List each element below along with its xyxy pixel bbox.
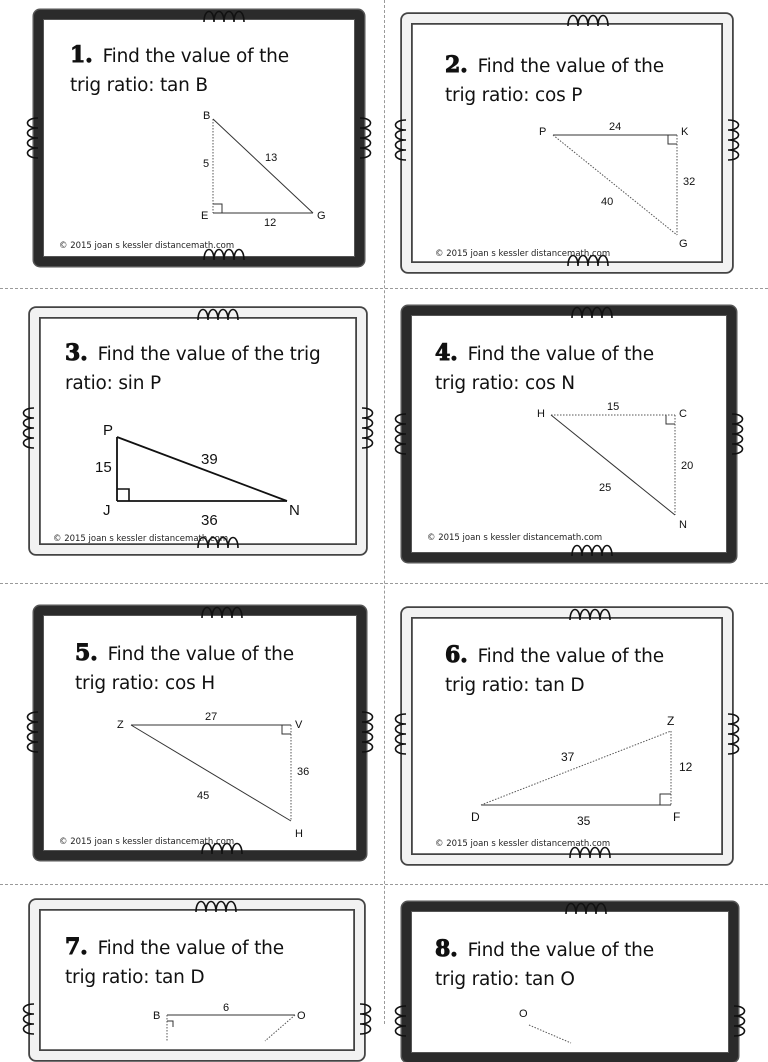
question-number: 2. (445, 52, 468, 78)
side-length-label: 39 (201, 451, 218, 468)
side-length-label: 27 (205, 711, 218, 723)
question-number: 3. (65, 340, 88, 366)
vertex-label: P (103, 422, 114, 439)
question-prompt (445, 641, 664, 700)
vertex-label: B (153, 1010, 161, 1022)
task-card-7 (30, 900, 364, 1060)
task-card-5 (34, 606, 366, 860)
side-length-label: 12 (679, 760, 693, 774)
question-text-line-2: trig ratio: tan O (435, 969, 575, 990)
side-length-label: 35 (577, 814, 591, 828)
vertex-label: G (317, 210, 326, 222)
question-text-line-2: trig ratio: tan D (65, 967, 205, 988)
question-number: 1. (70, 42, 93, 68)
side-length-label: 15 (95, 459, 112, 476)
question-text-line-2: trig ratio: cos H (75, 673, 215, 694)
copyright-notice: © 2015 joan s kessler distancemath.com (59, 241, 235, 251)
side-length-label: 13 (265, 152, 278, 164)
vertex-label: O (519, 1008, 528, 1020)
question-text-line-1: Find the value of the (477, 56, 664, 77)
vertex-label: Z (667, 714, 675, 728)
question-text-line-2: trig ratio: cos N (435, 373, 575, 394)
side-length-label: 15 (607, 401, 620, 413)
question-number: 4. (435, 340, 458, 366)
question-prompt (435, 935, 654, 994)
question-text-line-2: trig ratio: tan D (445, 675, 585, 696)
side-length-label: 36 (297, 766, 310, 778)
vertex-label: G (679, 238, 688, 250)
question-prompt (445, 51, 664, 110)
task-card-6 (402, 608, 732, 864)
question-text-line-1: Find the value of the (477, 646, 664, 667)
question-text-line-1: Find the value of the trig (97, 344, 321, 365)
vertex-label: P (539, 126, 547, 138)
copyright-notice: © 2015 joan s kessler distancemath.com (435, 249, 611, 259)
question-text-line-1: Find the value of the (97, 938, 284, 959)
triangle-diagram (535, 403, 695, 533)
vertex-label: H (295, 828, 303, 840)
vertex-label: N (289, 502, 300, 519)
side-length-label: 36 (201, 512, 218, 529)
side-length-label: 5 (203, 158, 210, 170)
question-text-line-1: Find the value of the (467, 344, 654, 365)
question-number: 6. (445, 642, 468, 668)
question-text-line-2: trig ratio: cos P (445, 85, 583, 106)
vertex-label: J (103, 502, 111, 519)
triangle-diagram (87, 417, 317, 532)
triangle-diagram (465, 715, 705, 845)
vertex-label: K (681, 126, 689, 138)
vertex-label: O (297, 1010, 306, 1022)
vertex-label: H (537, 408, 545, 420)
vertex-label: V (295, 719, 303, 731)
question-number: 5. (75, 640, 98, 666)
question-prompt (435, 339, 654, 398)
question-number: 7. (65, 934, 88, 960)
question-text-line-1: Find the value of the (467, 940, 654, 961)
vertex-label: B (203, 110, 211, 122)
task-card-1 (34, 10, 364, 266)
vertex-label: E (201, 210, 209, 222)
task-card-3 (30, 308, 366, 554)
side-length-label: 37 (561, 750, 575, 764)
vertex-label: N (679, 519, 687, 531)
side-length-label: 40 (601, 196, 614, 208)
triangle-diagram (111, 709, 321, 839)
side-length-label: 24 (609, 121, 622, 133)
side-length-label: 20 (681, 460, 694, 472)
task-card-4 (402, 306, 736, 562)
side-length-label: 45 (197, 790, 210, 802)
copyright-notice: © 2015 joan s kessler distancemath.com (53, 534, 229, 544)
cut-line-vertical (384, 0, 385, 1024)
task-card-8 (402, 902, 738, 1062)
question-text-line-1: Find the value of the (107, 644, 294, 665)
question-text-line-1: Find the value of the (102, 46, 289, 67)
side-length-label: 25 (599, 482, 612, 494)
copyright-notice: © 2015 joan s kessler distancemath.com (59, 837, 235, 847)
question-prompt (70, 41, 289, 100)
question-prompt (65, 933, 284, 992)
triangle-diagram (145, 1001, 315, 1041)
question-text-line-2: ratio: sin P (65, 373, 161, 394)
question-text-line-2: trig ratio: tan B (70, 75, 208, 96)
triangle-diagram (511, 1003, 631, 1043)
vertex-label: Z (117, 719, 124, 731)
question-number: 8. (435, 936, 458, 962)
side-length-label: 6 (223, 1002, 230, 1014)
vertex-label: F (673, 810, 681, 824)
copyright-notice: © 2015 joan s kessler distancemath.com (435, 839, 611, 849)
question-prompt (75, 639, 294, 698)
side-length-label: 12 (264, 217, 277, 229)
task-card-2 (402, 14, 732, 272)
copyright-notice: © 2015 joan s kessler distancemath.com (427, 533, 603, 543)
side-length-label: 32 (683, 176, 696, 188)
vertex-label: D (471, 810, 480, 824)
question-prompt (65, 339, 321, 398)
triangle-diagram (537, 121, 707, 251)
triangle-diagram (193, 107, 333, 232)
vertex-label: C (679, 408, 687, 420)
